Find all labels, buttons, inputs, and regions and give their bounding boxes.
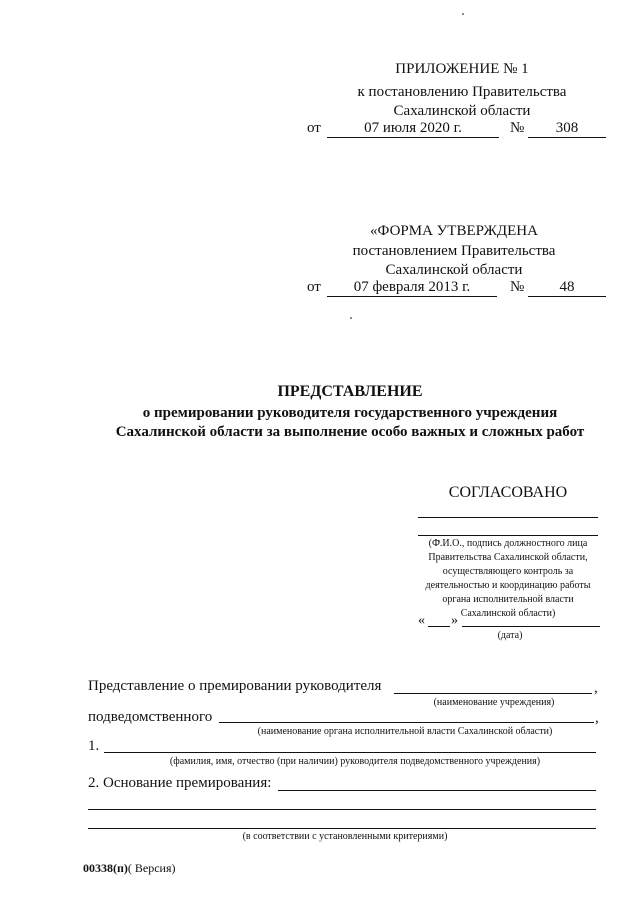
appendix-number-label: №: [510, 120, 525, 136]
agreed-caption-line: (Ф.И.О., подпись должностного лица: [428, 538, 588, 549]
form-line-2-comma: ,: [595, 710, 599, 726]
agreed-caption-line: органа исполнительной власти: [442, 594, 574, 605]
agreed-caption-line: Правительства Сахалинской области,: [428, 552, 588, 563]
director-name-field: [104, 752, 596, 753]
agreed-day-blank: [428, 626, 450, 627]
approved-line-2: Сахалинской области: [385, 262, 523, 278]
form-line-2-label: подведомственного: [88, 709, 213, 725]
bonus-basis-caption: (в соответствии с установленными критериями): [242, 831, 448, 842]
appendix-from-label: от: [307, 120, 321, 136]
form-line-1-comma: ,: [594, 680, 598, 696]
authority-name-field: [219, 722, 594, 723]
agreed-quote-open: «: [418, 613, 425, 628]
scan-speck: [462, 13, 464, 15]
agreed-title: СОГЛАСОВАНО: [448, 484, 568, 501]
approved-title: «ФОРМА УТВЕРЖДЕНА: [370, 223, 538, 239]
agreed-date-caption: (дата): [497, 630, 523, 641]
agreed-quote-close: »: [451, 613, 458, 628]
approved-from-label: от: [307, 279, 321, 295]
document-footer: [83, 861, 176, 876]
bonus-basis-field: [88, 809, 596, 810]
item-2-label: 2. Основание премирования:: [88, 775, 272, 791]
document-heading: ПРЕДСТАВЛЕНИЕ: [277, 383, 423, 400]
document-heading-line-2: Сахалинской области за выполнение особо важных и сложных работ: [115, 424, 585, 440]
document-version: ( Версия): [127, 861, 176, 875]
appendix-title: ПРИЛОЖЕНИЕ № 1: [395, 61, 529, 77]
agreed-date-blank: [462, 626, 600, 627]
agreed-signature-line: [418, 517, 598, 518]
document-heading-line-1: о премировании руководителя государственного учреждения: [142, 405, 558, 421]
approved-line-1: постановлением Правительства: [352, 243, 556, 259]
item-1-label: 1.: [88, 738, 100, 754]
approved-date: 07 февраля 2013 г.: [327, 279, 497, 297]
agreed-caption-line: Сахалинской области): [460, 608, 556, 619]
appendix-date: 07 июля 2020 г.: [327, 120, 499, 138]
document-code: 00338(п): [83, 861, 128, 875]
institution-name-field: [394, 693, 592, 694]
authority-name-caption: (наименование органа исполнительной власти Сахалинской области): [257, 726, 553, 737]
agreed-caption-line: осуществляющего контроль за: [442, 566, 574, 577]
agreed-caption-line: деятельностью и координацию работы: [425, 580, 591, 591]
appendix-line-2: Сахалинской области: [393, 103, 531, 119]
scan-speck: [350, 317, 352, 319]
form-line-1-label: Представление о премировании руководителя: [88, 678, 382, 694]
bonus-basis-field: [88, 828, 596, 829]
approved-number-label: №: [510, 279, 525, 295]
appendix-number: 308: [528, 120, 606, 138]
institution-name-caption: (наименование учреждения): [433, 697, 555, 708]
appendix-line-1: к постановлению Правительства: [357, 84, 567, 100]
approved-number: 48: [528, 279, 606, 297]
agreed-signature-line: [418, 535, 598, 536]
bonus-basis-field: [278, 790, 596, 791]
director-name-caption: (фамилия, имя, отчество (при наличии) руководителя подведомственного учреждения): [169, 756, 541, 767]
